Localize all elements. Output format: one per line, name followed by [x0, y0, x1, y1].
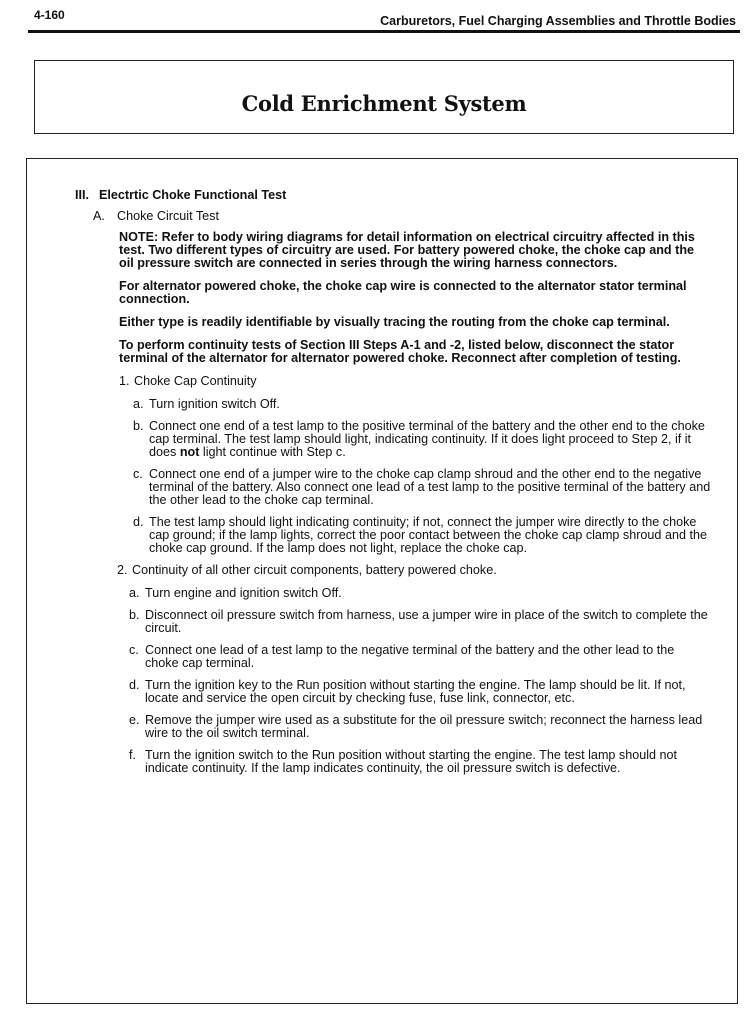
item-letter: a.: [129, 586, 140, 600]
item-text: [149, 420, 711, 459]
step-2-item-c: [129, 644, 711, 670]
step-2-item-a: [129, 587, 711, 600]
subsection-heading: [93, 210, 711, 223]
step-1-item-a: [133, 398, 711, 411]
step-2-item-b: [129, 609, 711, 635]
content-box: [26, 158, 738, 1004]
step-number: 1.: [119, 374, 130, 388]
step-2-item-f: [129, 749, 711, 775]
item-text-start: Connect one end of a test lamp to the positive terminal of the battery and the other end to the choke cap terminal. The test lamp should light, indicating continuity. If it does light proceed to Step 2, if it does: [149, 419, 705, 459]
note-paragraph: NOTE: Refer to body wiring diagrams for detail information on electrical circuitry affected in this test. Two different types of circuitry are used. For battery powered choke, the choke cap and the oil pressure switch are connected in series through the wiring harness connectors.: [119, 230, 695, 270]
step-1-heading: [119, 375, 711, 388]
continuity-instruction-paragraph: To perform continuity tests of Section III Steps A-1 and -2, listed below, disconnect the stator terminal of the alternator for alternator powered choke. Reconnect after completion of testing.: [119, 338, 681, 365]
item-text: Turn ignition switch Off.: [149, 397, 280, 411]
step-2-item-e: [129, 714, 711, 740]
identify-paragraph: Either type is readily identifiable by visually tracing the routing from the choke cap terminal.: [119, 315, 670, 329]
item-letter: e.: [129, 713, 140, 727]
item-text: Remove the jumper wire used as a substitute for the oil pressure switch; reconnect the harness lead wire to the oil switch terminal.: [145, 713, 703, 740]
item-letter: b.: [133, 419, 144, 433]
item-text: Turn the ignition switch to the Run position without starting the engine. The test lamp should not indicate continuity. If the lamp indicates continuity, the oil pressure switch is defective.: [145, 748, 678, 775]
item-letter: f.: [129, 748, 136, 762]
section-title: Electrtic Choke Functional Test: [99, 188, 287, 202]
step-number: 2.: [117, 563, 128, 577]
item-text: Connect one lead of a test lamp to the negative terminal of the battery and the other lead to the choke cap terminal.: [145, 643, 675, 670]
item-text: Disconnect oil pressure switch from harness, use a jumper wire in place of the switch to complete the circuit.: [145, 608, 708, 635]
item-text: Turn the ignition key to the Run position without starting the engine. The lamp should be lit. If not, locate and service the open circuit by checking fuse, fuse link, connector, etc.: [145, 678, 686, 705]
running-head: Carburetors, Fuel Charging Assemblies and Throttle Bodies: [380, 14, 736, 28]
step-2-item-d: [129, 679, 711, 705]
item-letter: d.: [129, 678, 140, 692]
content: [27, 159, 737, 784]
item-text: Connect one end of a jumper wire to the choke cap clamp shroud and the other end to the negative terminal of the battery. Also connect one lead of a test lamp to the positive terminal of the battery and the other lead to the choke cap terminal.: [149, 467, 711, 507]
subsection-title: Choke Circuit Test: [117, 209, 219, 223]
step-1-item-c: [133, 468, 711, 507]
title-box: [34, 60, 734, 134]
item-letter: a.: [133, 397, 144, 411]
step-1-item-d: [133, 516, 711, 555]
item-letter: c.: [129, 643, 139, 657]
item-letter: c.: [133, 467, 143, 481]
step-title: Continuity of all other circuit components, battery powered choke.: [132, 563, 497, 577]
page-number: 4-160: [34, 8, 65, 22]
step-1-item-b: [133, 420, 711, 459]
item-letter: d.: [133, 515, 144, 529]
item-letter: b.: [129, 608, 140, 622]
subsection-letter: A.: [93, 209, 105, 223]
item-text: Turn engine and ignition switch Off.: [145, 586, 342, 600]
step-2-heading: [117, 564, 711, 577]
item-text-end: light continue with Step c.: [199, 445, 346, 459]
page-title: Cold Enrichment System: [241, 90, 527, 116]
section-numeral: III.: [75, 188, 89, 202]
emphasis-not: not: [179, 445, 200, 459]
section-heading: [75, 189, 711, 202]
item-text: The test lamp should light indicating continuity; if not, connect the jumper wire directly to the choke cap ground; if the lamp lights, correct the poor contact between the choke cap clamp shroud and the choke cap ground. If the lamp does not light, replace the choke cap.: [149, 515, 707, 555]
step-title: Choke Cap Continuity: [134, 374, 257, 388]
header-rule: [28, 30, 740, 33]
alternator-paragraph: For alternator powered choke, the choke cap wire is connected to the alternator stator terminal connection.: [119, 279, 687, 306]
